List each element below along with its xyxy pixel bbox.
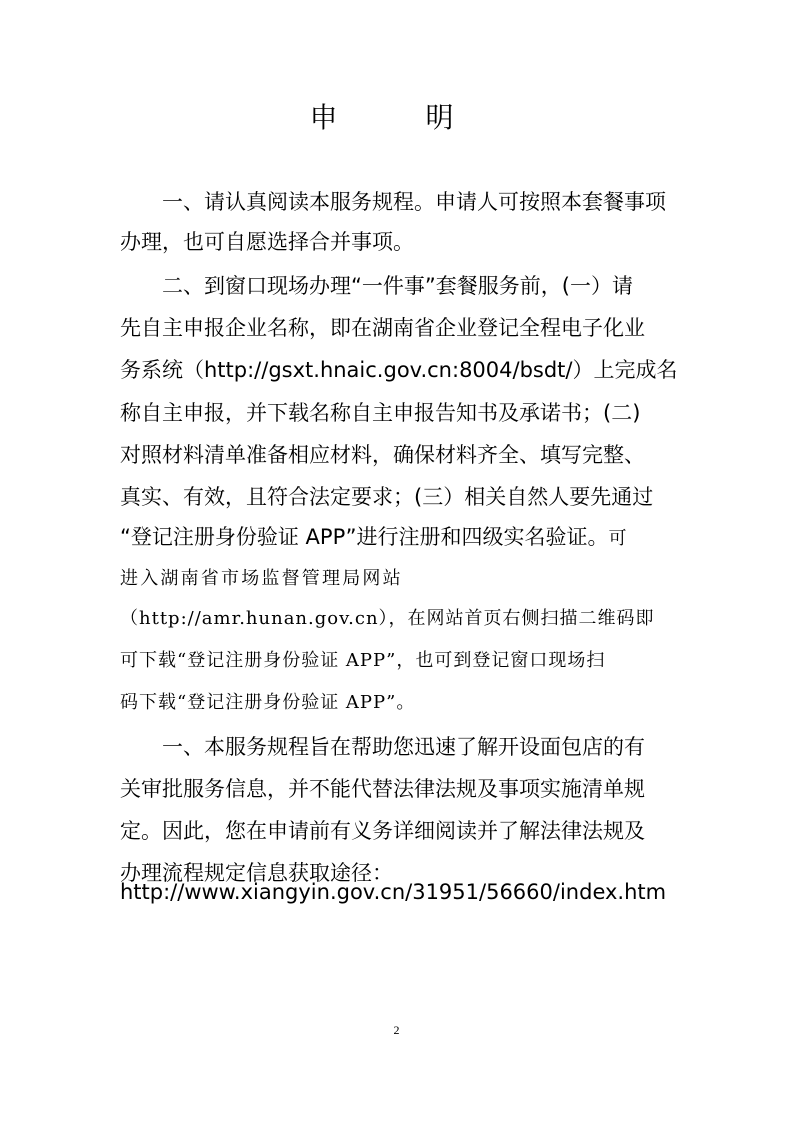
page-title: 申 明 <box>309 101 484 134</box>
paragraph-line-text: “登记注册身份验证 APP”进行注册和四级实名验证。 <box>120 525 609 549</box>
paragraph-line: 定。因此，您在申请前有义务详细阅读并了解法律法规及 <box>120 819 645 843</box>
paragraph-line: 先自主申报企业名称，即在湖南省企业登记全程电子化业 <box>120 316 645 340</box>
paragraph-line <box>120 522 680 554</box>
paragraph-line: 关审批服务信息，并不能代替法律法规及事项实施清单规 <box>120 777 645 801</box>
paragraph-line: 办理流程规定信息获取途径： <box>120 861 393 885</box>
paragraph-line: 可下载“登记注册身份验证 APP”，也可到登记窗口现场扫 <box>120 650 606 671</box>
paragraph-line: （http://amr.hunan.gov.cn），在网站首页右侧扫描二维码即 <box>120 608 655 629</box>
paragraph-line: 一、请认真阅读本服务规程。申请人可按照本套餐事项 <box>120 190 666 214</box>
paragraph-line: 称自主申报，并下载名称自主申报告知书及承诺书；(二) <box>120 401 641 425</box>
paragraph-line: 进入湖南省市场监督管理局网站 <box>120 568 403 589</box>
paragraph-line: 务系统（http://gsxt.hnaic.gov.cn:8004/bsdt/）上完成名 <box>120 358 678 382</box>
paragraph-line-tail: 可 <box>608 528 629 549</box>
url-line: http://www.xiangyin.gov.cn/31951/56660/index.htm <box>120 880 667 904</box>
page-number: 2 <box>393 1023 400 1037</box>
paragraph-line: 办理，也可自愿选择合并事项。 <box>120 230 414 254</box>
paragraph-line: 码下载“登记注册身份验证 APP”。 <box>120 692 416 713</box>
paragraph-line: 真实、有效，且符合法定要求；(三）相关自然人要先通过 <box>120 485 654 509</box>
paragraph-line: 对照材料清单准备相应材料，确保材料齐全、填写完整、 <box>120 443 645 467</box>
paragraph-line: 一、本服务规程旨在帮助您迅速了解开设面包店的有 <box>120 735 645 759</box>
paragraph-line: 二、到窗口现场办理“一件事”套餐服务前，(一）请 <box>120 274 633 298</box>
